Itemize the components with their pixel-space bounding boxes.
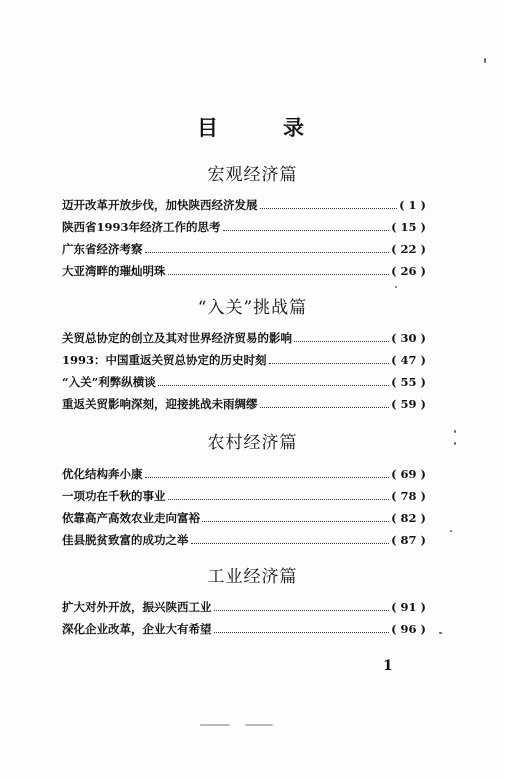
- toc-entry[interactable]: [62, 463, 426, 485]
- dot-leader: [202, 521, 389, 522]
- scan-speck: [245, 724, 273, 726]
- section-entries-rural: [62, 463, 426, 551]
- entry-page: ( 82 ): [391, 511, 426, 525]
- section-heading-wto: “入关”挑战篇: [197, 298, 308, 318]
- page-title: 目 录: [197, 115, 326, 140]
- scan-speck: [439, 632, 442, 634]
- entry-title: 深化企业改革，企业大有希望: [62, 622, 212, 636]
- entry-title: 优化结构奔小康: [62, 467, 143, 481]
- scan-speck: [454, 430, 456, 433]
- section-heading-macro: 宏观经济篇: [207, 165, 298, 185]
- toc-entry[interactable]: [62, 327, 426, 349]
- entry-title: 依靠高产高效农业走向富裕: [62, 511, 200, 525]
- entry-page: ( 59 ): [391, 397, 426, 411]
- entry-title: 陕西省1993年经济工作的思考: [62, 220, 221, 234]
- dot-leader: [260, 407, 390, 408]
- dot-leader: [158, 385, 389, 386]
- dot-leader: [294, 341, 389, 342]
- entry-page: ( 47 ): [391, 353, 426, 367]
- toc-entry[interactable]: [62, 485, 426, 507]
- entry-title: 广东省经济考察: [62, 242, 143, 256]
- entry-title: 1993：中国重返关贸总协定的历史时刻: [62, 353, 267, 367]
- entry-title: “入关”利弊纵横谈: [62, 375, 156, 389]
- toc-entry[interactable]: [62, 618, 426, 640]
- entry-title: 扩大对外开放，振兴陕西工业: [62, 600, 212, 614]
- entry-title: 一项功在千秋的事业: [62, 489, 166, 503]
- section-entries-wto: [62, 327, 426, 415]
- entry-title: 佳县脱贫致富的成功之举: [62, 533, 189, 547]
- toc-entry[interactable]: [62, 349, 426, 371]
- scan-speck: [395, 286, 397, 288]
- section-entries-macro: [62, 194, 426, 282]
- dot-leader: [145, 252, 390, 253]
- scan-speck: [484, 58, 486, 63]
- toc-entry[interactable]: [62, 507, 426, 529]
- toc-entry[interactable]: [62, 216, 426, 238]
- entry-page: ( 91 ): [391, 600, 426, 614]
- toc-entry[interactable]: [62, 260, 426, 282]
- entry-page: ( 15 ): [391, 220, 426, 234]
- dot-leader: [168, 499, 390, 500]
- entry-title: 关贸总协定的创立及其对世界经济贸易的影响: [62, 331, 292, 345]
- dot-leader: [214, 610, 390, 611]
- entry-page: ( 96 ): [391, 622, 426, 636]
- entry-page: ( 87 ): [391, 533, 426, 547]
- dot-leader: [223, 230, 390, 231]
- toc-entry[interactable]: [62, 194, 426, 216]
- section-entries-industry: [62, 596, 426, 640]
- toc-entry[interactable]: [62, 393, 426, 415]
- dot-leader: [214, 632, 390, 633]
- dot-leader: [191, 543, 390, 544]
- entry-page: ( 22 ): [391, 242, 426, 256]
- entry-page: ( 78 ): [391, 489, 426, 503]
- scan-speck: [450, 530, 452, 532]
- dot-leader: [260, 208, 398, 209]
- entry-page: ( 69 ): [391, 467, 426, 481]
- section-heading-rural: 农村经济篇: [207, 433, 298, 453]
- scan-speck: [454, 442, 456, 445]
- toc-entry[interactable]: [62, 529, 426, 551]
- toc-entry[interactable]: [62, 238, 426, 260]
- section-heading-industry: 工业经济篇: [207, 567, 298, 587]
- entry-page: ( 55 ): [391, 375, 426, 389]
- entry-page: ( 30 ): [391, 331, 426, 345]
- entry-title: 迈开改革开放步伐，加快陕西经济发展: [62, 198, 258, 212]
- entry-title: 重返关贸影响深刻，迎接挑战未雨绸缪: [62, 397, 258, 411]
- dot-leader: [145, 477, 390, 478]
- toc-entry[interactable]: [62, 596, 426, 618]
- toc-entry[interactable]: [62, 371, 426, 393]
- dot-leader: [168, 274, 390, 275]
- entry-title: 大亚湾畔的璀灿明珠: [62, 264, 166, 278]
- page-number: 1: [383, 658, 393, 674]
- dot-leader: [269, 363, 390, 364]
- scan-speck: [200, 724, 230, 726]
- entry-page: ( 1 ): [399, 198, 426, 212]
- entry-page: ( 26 ): [391, 264, 426, 278]
